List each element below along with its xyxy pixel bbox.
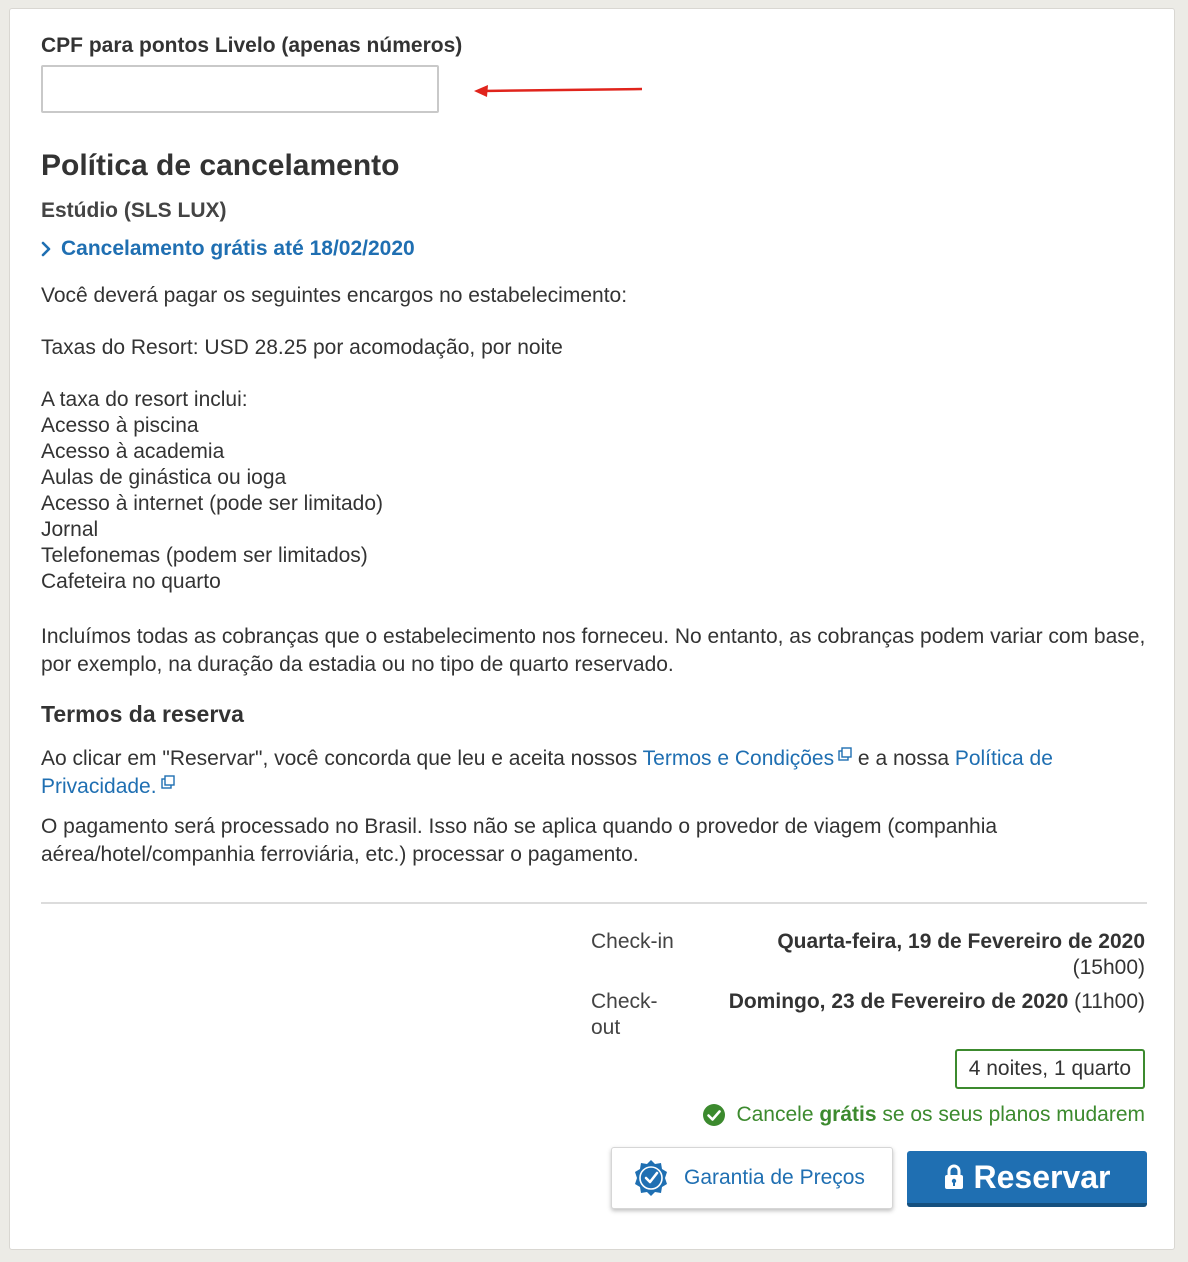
room-name: Estúdio (SLS LUX) [41,199,227,222]
resort-fee: Taxas do Resort: USD 28.25 por acomodação, por noite [41,336,563,359]
list-item: Acesso à piscina [41,414,199,437]
checkout-time: (11h00) [1074,990,1145,1013]
checkout-value [685,989,1145,1015]
cpf-input[interactable] [41,65,439,113]
booking-card [9,8,1175,1250]
free-cancel-prefix: Cancele [736,1103,820,1126]
terms-agreement-middle: e a nossa [852,747,955,770]
free-cancel-bold: grátis [819,1103,877,1126]
free-cancel-text [736,1103,1145,1127]
annotation-arrow-icon [468,81,644,101]
list-item: Acesso à academia [41,440,225,463]
price-guarantee-label: Garantia de Preços [684,1166,865,1189]
reserve-label: Reservar [973,1158,1111,1195]
checkout-date: Domingo, 23 de Fevereiro de 2020 [728,990,1069,1013]
checkin-date: Quarta-feira, 19 de Fevereiro de 2020 [777,930,1145,953]
charges-intro: Você deverá pagar os seguintes encargos no estabelecimento: [41,284,628,307]
checkin-value [725,929,1145,981]
checkin-time: (15h00) [1072,956,1145,979]
nights-rooms-badge: 4 noites, 1 quarto [955,1049,1145,1089]
resort-fee-includes [41,387,1151,595]
privacy-policy-link-text: Política de Privacidade. [41,747,1053,798]
terms-agreement [41,745,1151,801]
includes-title: A taxa do resort inclui: [41,388,248,411]
chevron-right-icon [41,241,51,257]
terms-conditions-link[interactable] [643,747,852,770]
cpf-label: CPF para pontos Livelo (apenas números) [41,34,463,57]
list-item: Acesso à internet (pode ser limitado) [41,492,383,515]
terms-agreement-prefix: Ao clicar em "Reservar", você concorda que leu e aceita nossos [41,747,643,770]
external-link-icon [838,747,852,761]
list-item: Aulas de ginástica ou ioga [41,466,287,489]
free-cancel-notice [702,1103,1145,1127]
charges-note: Incluímos todas as cobranças que o estabelecimento nos forneceu. No entanto, as cobranças podem variar com base, por exemplo, na duração da estadia ou no tipo de quarto reservado. [41,625,1146,676]
booking-terms-title: Termos da reserva [41,701,244,727]
check-circle-icon [702,1103,726,1127]
list-item: Jornal [41,518,99,541]
payment-note: O pagamento será processado no Brasil. Isso não se aplica quando o provedor de viagem (companhia aérea/hotel/companhia ferroviária, etc.) processar o pagamento. [41,815,998,866]
list-item: Telefonemas (podem ser limitados) [41,544,368,567]
checkin-label: Check-in [591,930,674,953]
external-link-icon [161,775,175,789]
terms-conditions-link-text: Termos e Condições [642,747,835,770]
free-cancel-suffix: se os seus planos mudarem [876,1103,1145,1126]
cancellation-policy-title: Política de cancelamento [41,149,400,182]
free-cancellation-link-text: Cancelamento grátis até 18/02/2020 [61,237,415,260]
checkout-label: Check-out [591,990,658,1039]
list-item: Cafeteira no quarto [41,570,221,593]
reserve-button[interactable] [907,1151,1147,1207]
free-cancellation-toggle[interactable] [41,237,415,261]
section-divider [41,902,1147,904]
price-guarantee-button[interactable] [611,1147,893,1209]
lock-icon [944,1164,964,1190]
price-guarantee-badge-icon [632,1159,670,1197]
